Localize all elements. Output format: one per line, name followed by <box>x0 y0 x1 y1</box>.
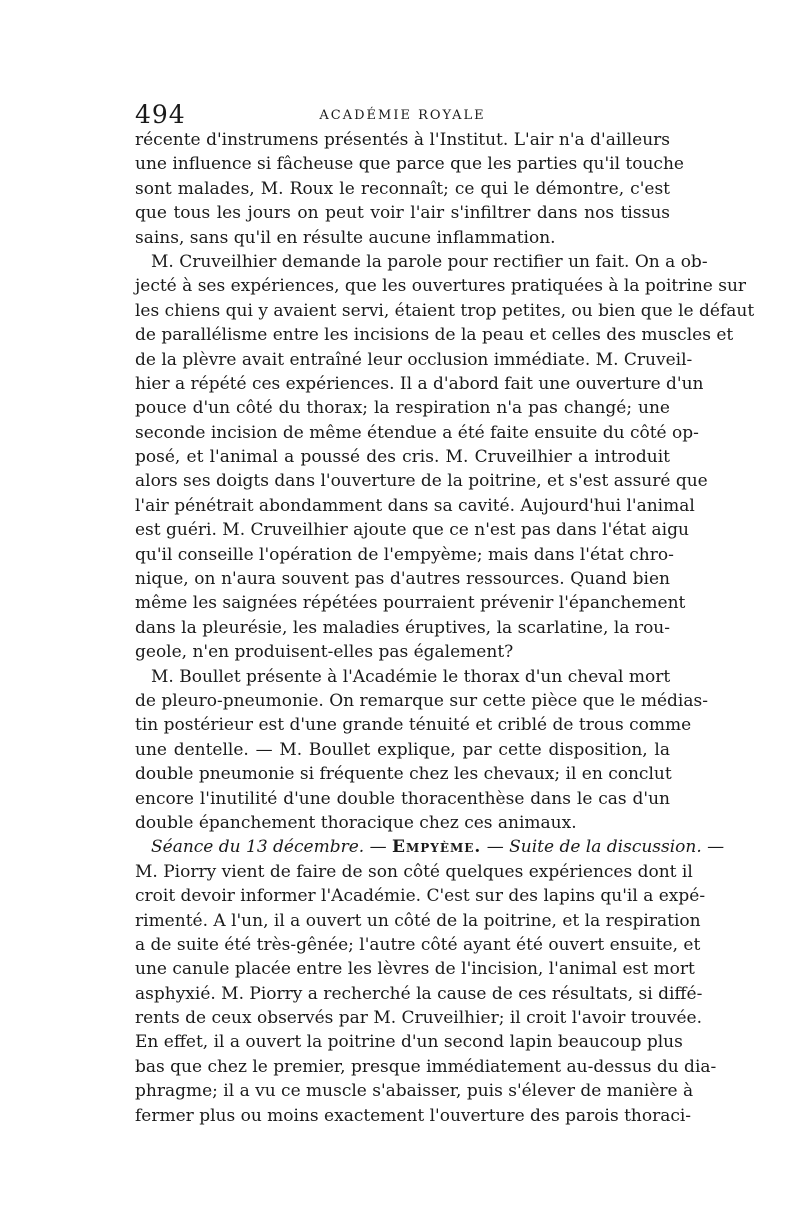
text-line: bas que chez le premier, presque immédiatement au-dessus du dia- <box>135 1056 717 1077</box>
text-line: double pneumonie si fréquente chez les chevaux; il en conclut <box>135 764 672 785</box>
text-line: une influence si fâcheuse que parce que les parties qu'il touche <box>135 154 684 175</box>
text-line: M. Boullet présente à l'Académie le thorax d'un cheval mort <box>151 666 671 687</box>
text-line: asphyxié. M. Piorry a recherché la cause de ces résultats, si diffé- <box>135 983 703 1004</box>
text-line: une dentelle. — M. Boullet explique, par cette disposition, la <box>135 739 670 760</box>
text-line: dans la pleurésie, les maladies éruptives, la scarlatine, la rou- <box>135 617 670 638</box>
text-line: hier a répété ces expériences. Il a d'abord fait une ouverture d'un <box>135 373 704 394</box>
seance-continuation: — Suite de la discussion. — <box>481 837 725 858</box>
text-line: seconde incision de même étendue a été faite ensuite du côté op- <box>135 422 699 443</box>
text-line: récente d'instrumens présentés à l'Institut. L'air n'a d'ailleurs <box>135 130 670 150</box>
text-line: rents de ceux observés par M. Cruveilhier; il croit l'avoir trouvée. <box>135 1008 703 1029</box>
text-line: fermer plus ou moins exactement l'ouverture des parois thoraci- <box>135 1105 692 1126</box>
running-head: ACADÉMIE ROYALE <box>319 108 486 123</box>
text-line: de pleuro-pneumonie. On remarque sur cette pièce que le médias- <box>135 690 708 711</box>
text-line: sont malades, M. Roux le reconnaît; ce qui le démontre, c'est <box>135 178 670 199</box>
text-line: M. Piorry vient de faire de son côté quelques expériences dont il <box>135 861 693 882</box>
text-line: qu'il conseille l'opération de l'empyème; mais dans l'état chro- <box>135 544 674 565</box>
text-line: rimenté. A l'un, il a ouvert un côté de la poitrine, et la respiration <box>135 910 701 931</box>
text-line: même les saignées répétées pourraient prévenir l'épanchement <box>135 593 686 614</box>
text-line: tin postérieur est d'une grande ténuité et criblé de trous comme <box>135 715 692 736</box>
text-line: encore l'inutilité d'une double thoracenthèse dans le cas d'un <box>135 788 670 809</box>
text-line: sains, sans qu'il en résulte aucune inflammation. <box>135 227 556 248</box>
text-line: M. Cruveilhier demande la parole pour rectifier un fait. On a ob- <box>151 251 708 272</box>
text-line: a de suite été très-gênée; l'autre côté ayant été ouvert ensuite, et <box>135 934 701 955</box>
text-line: de la plèvre avait entraîné leur occlusion immédiate. M. Cruveil- <box>135 349 693 370</box>
seance-heading <box>135 835 725 859</box>
text-line: alors ses doigts dans l'ouverture de la poitrine, et s'est assuré que <box>135 471 708 492</box>
text-line: geole, n'en produisent-elles pas également? <box>135 642 514 663</box>
text-line: phragme; il a vu ce muscle s'abaisser, puis s'élever de manière à <box>135 1081 694 1102</box>
text-line: l'air pénétrait abondamment dans sa cavité. Aujourd'hui l'animal <box>135 495 695 516</box>
text-line: En effet, il a ouvert la poitrine d'un second lapin beaucoup plus <box>135 1032 683 1053</box>
text-line: une canule placée entre les lèvres de l'incision, l'animal est mort <box>135 959 695 980</box>
text-line: posé, et l'animal a poussé des cris. M. Cruveilhier a introduit <box>135 447 670 468</box>
text-line: les chiens qui y avaient servi, étaient trop petites, ou bien que le défaut <box>135 300 755 321</box>
text-line: double épanchement thoracique chez ces animaux. <box>135 812 577 833</box>
text-line: de parallélisme entre les incisions de la peau et celles des muscles et <box>135 325 734 346</box>
page-number: 494 <box>135 100 186 129</box>
text-line: croit devoir informer l'Académie. C'est sur des lapins qu'il a expé- <box>135 886 706 907</box>
text-line: pouce d'un côté du thorax; la respiration n'a pas changé; une <box>135 398 670 419</box>
text-line: est guéri. M. Cruveilhier ajoute que ce n'est pas dans l'état aigu <box>135 520 689 541</box>
text-line: nique, on n'aura souvent pas d'autres ressources. Quand bien <box>135 569 670 590</box>
seance-topic: Empyème. <box>391 837 482 858</box>
body-text <box>135 128 755 1128</box>
text-line: que tous les jours on peut voir l'air s'infiltrer dans nos tissus <box>135 203 670 224</box>
text-line: jecté à ses expériences, que les ouvertures pratiquées à la poitrine sur <box>135 276 747 297</box>
seance-date: Séance du 13 décembre. — <box>151 837 392 858</box>
